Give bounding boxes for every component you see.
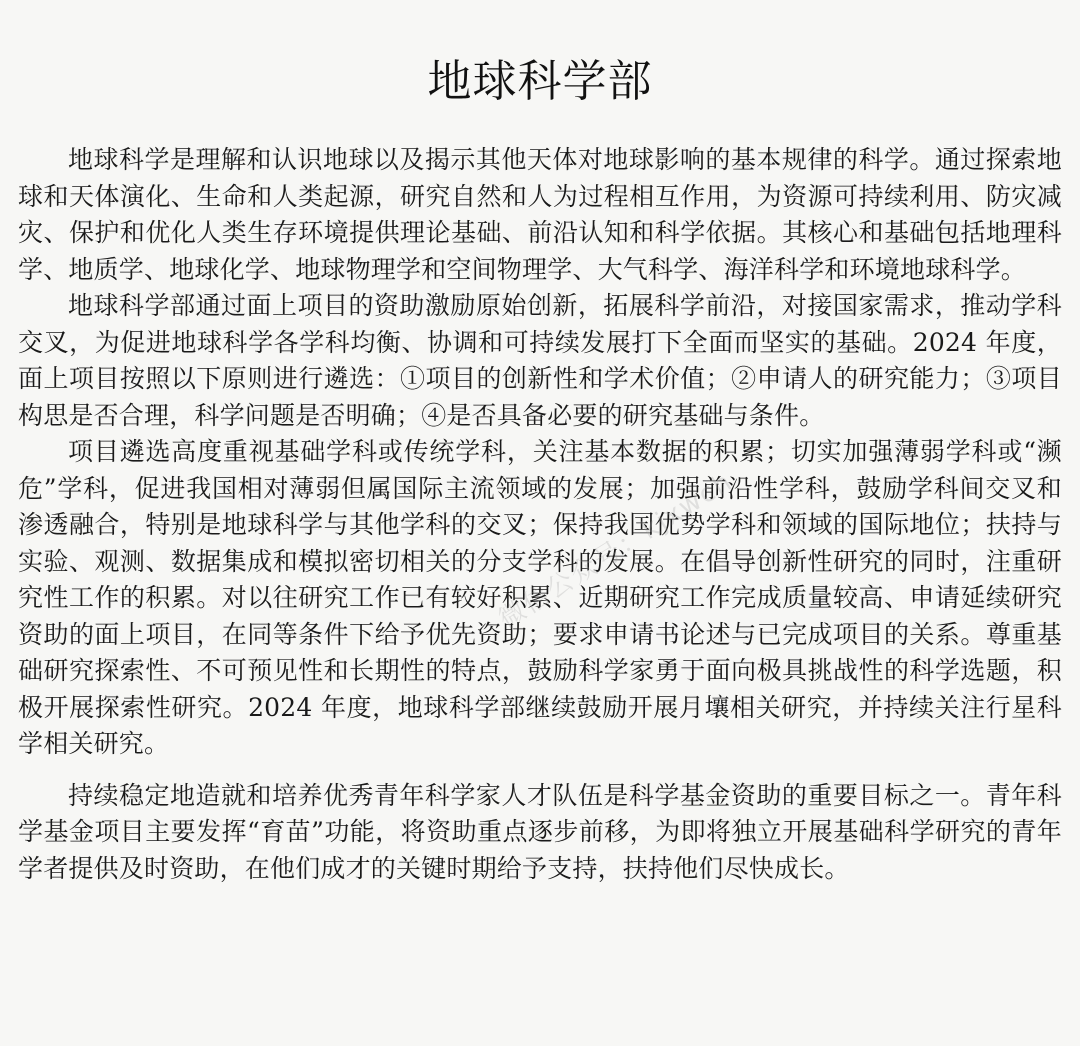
paragraph-young-scientists: 持续稳定地造就和培养优秀青年科学家人才队伍是科学基金资助的重要目标之一。青年科学基金项目主要发挥“育苗”功能，将资助重点逐步前移，为即将独立开展基础科学研究的青年学者提供及时资助，在他们成才的关键时期给予支持，扶持他们尽快成长。	[18, 780, 1062, 883]
page-title: 地球科学部	[427, 56, 653, 107]
watermark-text: 微信公众号：kjxwch	[493, 466, 739, 635]
paragraph-selection-principles: 地球科学部通过面上项目的资助激励原始创新，拓展科学前沿，对接国家需求，推动学科交叉，为促进地球科学各学科均衡、协调和可持续发展打下全面而坚实的基础。2024 年度，面上项目按照以下原则进行遴选：①项目的创新性和学术价值；②申请人的研究能力；③项目构思是否合理，科学问题是否明确；④是否具备必要的研究基础与条件。	[18, 291, 1062, 430]
paragraph-selection-focus: 项目遴选高度重视基础学科或传统学科，关注基本数据的积累；切实加强薄弱学科或“濒危”学科，促进我国相对薄弱但属国际主流领域的发展；加强前沿性学科，鼓励学科间交叉和渗透融合，特别是地球科学与其他学科的交叉；保持我国优势学科和领域的国际地位；扶持与实验、观测、数据集成和模拟密切相关的分支学科的发展。在倡导创新性研究的同时，注重研究性工作的积累。对以往研究工作已有较好积累、近期研究工作完成质量较高、申请延续研究资助的面上项目，在同等条件下给予优先资助；要求申请书论述与已完成项目的关系。尊重基础研究探索性、不可预见性和长期性的特点，鼓励科学家勇于面向极具挑战性的科学选题，积极开展探索性研究。2024 年度，地球科学部继续鼓励开展月壤相关研究，并持续关注行星科学相关研究。	[18, 437, 1062, 758]
document-body	[18, 142, 1062, 887]
paragraph-intro: 地球科学是理解和认识地球以及揭示其他天体对地球影响的基本规律的科学。通过探索地球和天体演化、生命和人类起源，研究自然和人为过程相互作用，为资源可持续利用、防灾减灾、保护和优化人类生存环境提供理论基础、前沿认知和科学依据。其核心和基础包括地理科学、地质学、地球化学、地球物理学和空间物理学、大气科学、海洋科学和环境地球科学。	[18, 145, 1062, 284]
